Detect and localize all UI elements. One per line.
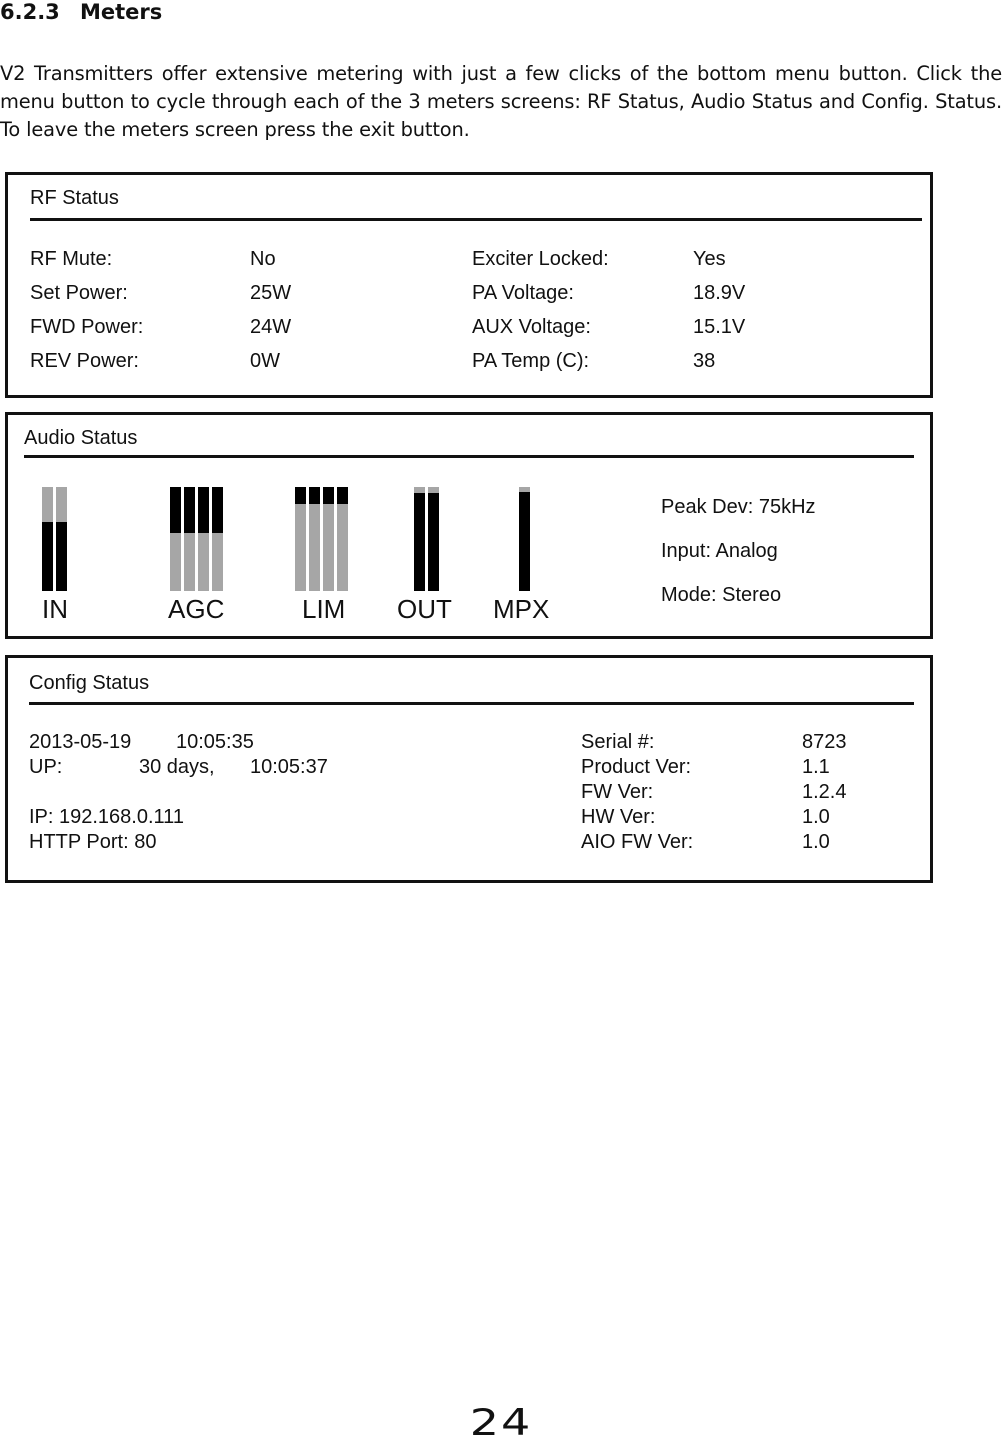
- rf-value: Yes: [693, 248, 726, 270]
- meter-in-level: [42, 522, 53, 591]
- rf-status-title: RF Status: [30, 187, 119, 209]
- audio-status-panel: [5, 412, 933, 639]
- meter-out-level: [428, 493, 439, 591]
- meter-agc-level: [198, 487, 209, 533]
- meter-lim-level: [337, 487, 348, 504]
- rf-label: RF Mute:: [30, 248, 113, 270]
- rf-label: Exciter Locked:: [472, 248, 609, 270]
- config-info-label: HW Ver:: [581, 806, 656, 828]
- rf-value: 18.9V: [693, 282, 746, 304]
- rf-label: PA Temp (C):: [472, 350, 590, 372]
- config-info-value: 1.2.4: [802, 781, 847, 803]
- section-heading: [0, 0, 162, 24]
- input-readout: Input: Analog: [661, 540, 778, 562]
- meter-mpx-level: [519, 492, 530, 591]
- meter-lim-level: [323, 487, 334, 504]
- config-status-panel: [5, 655, 933, 883]
- config-info-value: 1.0: [802, 806, 830, 828]
- meter-label-mpx: MPX: [493, 594, 550, 624]
- config-status-divider: [29, 702, 914, 705]
- config-status-title: Config Status: [29, 672, 150, 694]
- rf-status-panel: [5, 172, 933, 398]
- meter-out-level: [414, 493, 425, 591]
- meter-agc-level: [170, 487, 181, 533]
- ip-address: IP: 192.168.0.111: [29, 806, 184, 828]
- mode-readout: Mode: Stereo: [661, 584, 782, 606]
- meter-lim-level: [309, 487, 320, 504]
- rf-value: 15.1V: [693, 316, 746, 338]
- uptime-days: 30 days,: [139, 756, 215, 778]
- meter-agc-level: [212, 487, 223, 533]
- rf-value: 0W: [250, 350, 280, 372]
- http-port: HTTP Port: 80: [29, 831, 157, 853]
- peak-dev-readout: Peak Dev: 75kHz: [661, 496, 816, 518]
- rf-value: 24W: [250, 316, 292, 338]
- meter-label-in: IN: [42, 594, 68, 624]
- rf-value: 25W: [250, 282, 292, 304]
- config-info-label: AIO FW Ver:: [581, 831, 694, 853]
- config-info-value: 8723: [802, 731, 847, 753]
- config-info-value: 1.1: [802, 756, 830, 778]
- meter-agc-level: [184, 487, 195, 533]
- uptime-time: 10:05:37: [250, 756, 328, 778]
- intro-paragraph: V2 Transmitters offer extensive metering with just a few clicks of the bottom menu button. Click the menu button to cycle through each of the 3 meters screens: RF Status, Audio Status and Config. Status. To leave the meters screen press the exit button.: [0, 62, 1002, 141]
- rf-label: REV Power:: [30, 350, 139, 372]
- meter-label-agc: AGC: [168, 594, 225, 624]
- audio-status-divider: [24, 455, 914, 458]
- config-date: 2013-05-19: [29, 731, 132, 753]
- config-info-label: FW Ver:: [581, 781, 654, 803]
- config-time: 10:05:35: [176, 731, 254, 753]
- meter-lim-level: [295, 487, 306, 504]
- rf-label: PA Voltage:: [472, 282, 574, 304]
- config-info-value: 1.0: [802, 831, 830, 853]
- meter-label-lim: LIM: [302, 594, 346, 624]
- rf-status-divider: [30, 218, 922, 221]
- meter-in-level: [56, 522, 67, 591]
- rf-value: No: [250, 248, 276, 270]
- section-number: 6.2.3: [0, 0, 60, 24]
- page-number: 24: [469, 1400, 533, 1444]
- meter-label-out: OUT: [397, 594, 452, 624]
- audio-status-title: Audio Status: [24, 427, 138, 449]
- rf-value: 38: [693, 350, 716, 372]
- uptime-label: UP:: [29, 756, 63, 778]
- rf-label: FWD Power:: [30, 316, 144, 338]
- rf-label: AUX Voltage:: [472, 316, 591, 338]
- section-title: Meters: [80, 0, 163, 24]
- rf-label: Set Power:: [30, 282, 128, 304]
- config-info-label: Product Ver:: [581, 756, 692, 778]
- config-info-label: Serial #:: [581, 731, 655, 753]
